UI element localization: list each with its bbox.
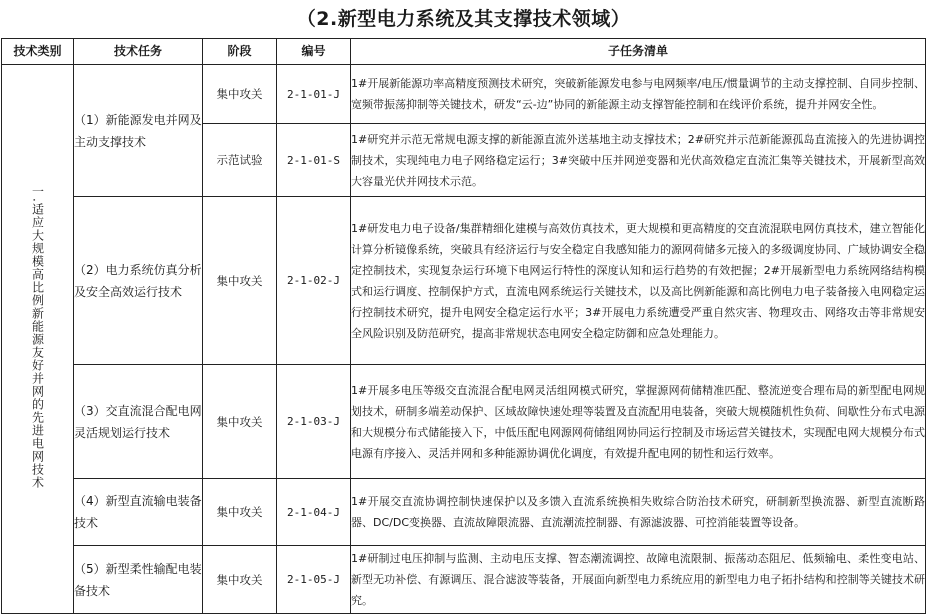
header-code: 编号 <box>277 39 351 65</box>
table-header-row <box>2 39 926 65</box>
code-cell: 2-1-01-J <box>277 65 351 124</box>
tech-task-table <box>1 38 926 614</box>
subtask-cell: 1#开展新能源功率高精度预测技术研究，突破新能源发电参与电网频率/电压/惯量调节的主动支撑控制、自同步控制、宽频带振荡抑制等关键技术，研发“云-边”协同的新能源主动支撑智能控制和在线评价系统，提升并网安全性。 <box>351 65 926 124</box>
table-row <box>2 65 926 124</box>
header-stage: 阶段 <box>203 39 277 65</box>
code-cell: 2-1-01-S <box>277 124 351 197</box>
subtask-cell: 1#研制过电压抑制与监测、主动电压支撑、智态潮流调控、故障电流限制、振荡动态阻尼、低频输电、柔性变电站、新型无功补偿、有源调压、混合滤波等装备，开展面向新型电力系统应用的新型电力电子拓扑结构和控制等关键技术研究。 <box>351 546 926 614</box>
subtask-cell: 1#开展交直流协调控制快速保护以及多馈入直流系统换相失败综合防治技术研究，研制新型换流器、新型直流断路器、DC/DC变换器、直流故障限流器、直流潮流控制器、有源滤波器、可控消能装置等设备。 <box>351 479 926 546</box>
document-title: （2.新型电力系统及其支撑技术领域） <box>296 8 631 30</box>
stage-cell: 集中攻关 <box>203 546 277 614</box>
subtask-cell: 1#研发电力电子设备/集群精细化建模与高效仿真技术，更大规模和更高精度的交直流混联电网仿真技术，建立智能化计算分析镜像系统，突破具有经济运行与安全稳定自我感知能力的源网荷储多元接入的多级调度协同、广域协调安全稳定控制技术，实现复杂运行环境下电网运行特性的深度认知和运行趋势的有效把握；2#开展新型电力系统网络结构模式和运行调度、控制保护方式，直流电网系统运行关键技术，以及高比例新能源和高比例电力电子装备接入电网稳定运行控制技术研究，提升电网安全稳定运行水平；3#开展电力系统遭受严重自然灾害、物理攻击、网络攻击等非常规安全风险识别及防范研究，提高非常规状态电网安全稳定防御和应急处理能力。 <box>351 197 926 365</box>
code-cell: 2-1-03-J <box>277 365 351 479</box>
stage-cell: 集中攻关 <box>203 479 277 546</box>
table-row <box>2 546 926 614</box>
table-row <box>2 365 926 479</box>
header-task: 技术任务 <box>74 39 203 65</box>
header-category: 技术类别 <box>2 39 74 65</box>
task-cell: （5）新型柔性输配电装备技术 <box>74 546 203 614</box>
task-cell: （4）新型直流输电装备技术 <box>74 479 203 546</box>
code-cell: 2-1-02-J <box>277 197 351 365</box>
stage-cell: 集中攻关 <box>203 65 277 124</box>
stage-cell: 集中攻关 <box>203 365 277 479</box>
task-cell: （2）电力系统仿真分析及安全高效运行技术 <box>74 197 203 365</box>
header-subtasks: 子任务清单 <box>351 39 926 65</box>
subtask-cell: 1#开展多电压等级交直流混合配电网灵活组网模式研究，掌握源网荷储精准匹配、整流逆变合理布局的新型配电网规划技术，研制多端差动保护、区域故障快速处理等装置及直流配用电装备，突破大规模随机性负荷、间歇性分布式电源和大规模分布式储能接入下，中低压配电网源网荷储组网协同运行控制及市场运营关键技术，实现配电网大规模分布式电源有序接入、灵活并网和多种能源协调优化调度，有效提升配电网的韧性和运行效率。 <box>351 365 926 479</box>
category-cell <box>2 65 74 614</box>
stage-cell: 集中攻关 <box>203 197 277 365</box>
category-label: 一.适应大规模高比例新能源友好并网的先进电网技术 <box>30 185 45 489</box>
task-cell: （3）交直流混合配电网灵活规划运行技术 <box>74 365 203 479</box>
table-row <box>2 479 926 546</box>
task-cell: （1）新能源发电并网及主动支撑技术 <box>74 65 203 197</box>
code-cell: 2-1-04-J <box>277 479 351 546</box>
table-row <box>2 197 926 365</box>
code-cell: 2-1-05-J <box>277 546 351 614</box>
subtask-cell: 1#研究并示范无常规电源支撑的新能源直流外送基地主动支撑技术；2#研究并示范新能源孤岛直流接入的先进协调控制技术，实现纯电力电子网络稳定运行；3#突破中压并网逆变器和光伏高效稳定直流汇集等关键技术，开展新型高效大容量光伏并网技术示范。 <box>351 124 926 197</box>
stage-cell: 示范试验 <box>203 124 277 197</box>
